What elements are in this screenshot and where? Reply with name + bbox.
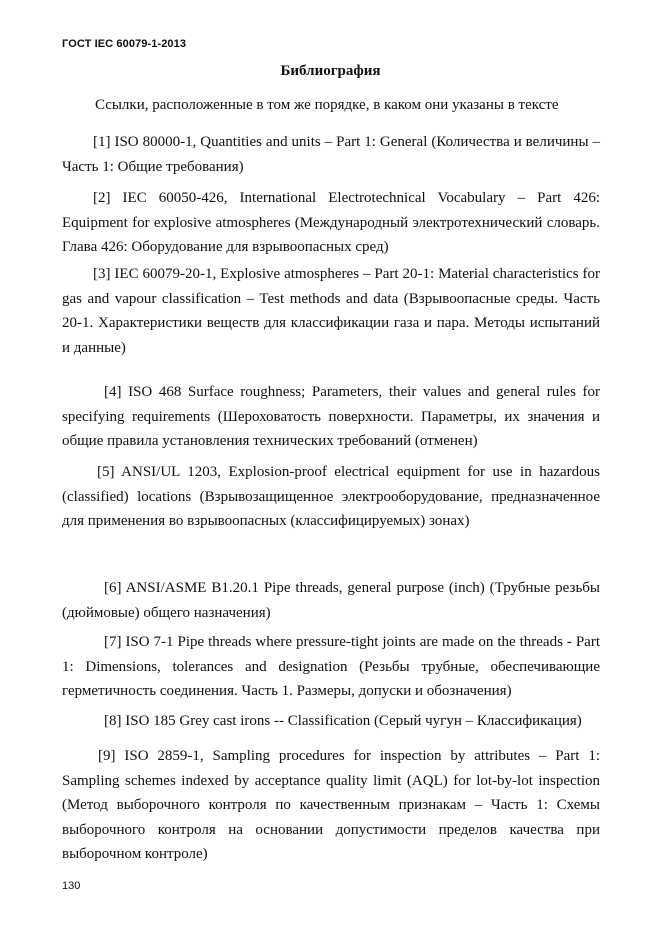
bibliography-title: Библиография <box>280 63 381 79</box>
reference-item: [6] ANSI/ASME B1.20.1 Pipe threads, general purpose (inch) (Трубные резьбы (дюймовые) общего назначения) <box>62 580 600 621</box>
reference-item: [3] IEC 60079-20-1, Explosive atmospheres – Part 20-1: Material characteristics for gas and vapour classification – Test methods and data (Взрывоопасные среды. Часть 20-1. Характеристики веществ для классификации газа и пара. Методы испытаний и данные) <box>62 266 600 356</box>
reference-item: [9] ISO 2859-1, Sampling procedures for inspection by attributes – Part 1: Sampling schemes indexed by acceptance quality limit (AQL) for lot-by-lot inspection (Метод выборочного контроля по качественным признакам – Часть 1: Схемы выборочного контроля на основании допустимости пределов качества при выборочном контроле) <box>62 748 600 862</box>
page-number: 130 <box>62 880 81 892</box>
reference-item: [8] ISO 185 Grey cast irons -- Classification (Серый чугун – Классификация) <box>104 713 582 729</box>
reference-item: [5] ANSI/UL 1203, Explosion-proof electrical equipment for use in hazardous (classified) locations (Взрывозащищенное электрооборудование, предназначенное для применения во взрывоопасных (классифицируемых) зонах) <box>62 464 600 529</box>
reference-item: [4] ISO 468 Surface roughness; Parameters, their values and general rules for specifying requirements (Шероховатость поверхности. Параметры, их значения и общие правила установления технических требований (отменен) <box>62 384 600 449</box>
reference-item: [1] ISO 80000-1, Quantities and units – Part 1: General (Количества и величины – Часть 1: Общие требования) <box>62 134 600 175</box>
reference-item: [7] ISO 7-1 Pipe threads where pressure-tight joints are made on the threads - Part 1: Dimensions, tolerances and designation (Резьбы трубные, обеспечивающие герметичность соединения. Часть 1. Размеры, допуски и обозначения) <box>62 634 600 699</box>
document-header: ГОСТ IEC 60079-1-2013 <box>62 38 187 50</box>
bibliography-intro: Ссылки, расположенные в том же порядке, в каком они указаны в тексте <box>95 97 559 113</box>
reference-item: [2] IEC 60050-426, International Electrotechnical Vocabulary – Part 426: Equipment for explosive atmospheres (Международный электротехнический словарь. Глава 426: Оборудование для взрывоопасных сред) <box>62 190 600 255</box>
